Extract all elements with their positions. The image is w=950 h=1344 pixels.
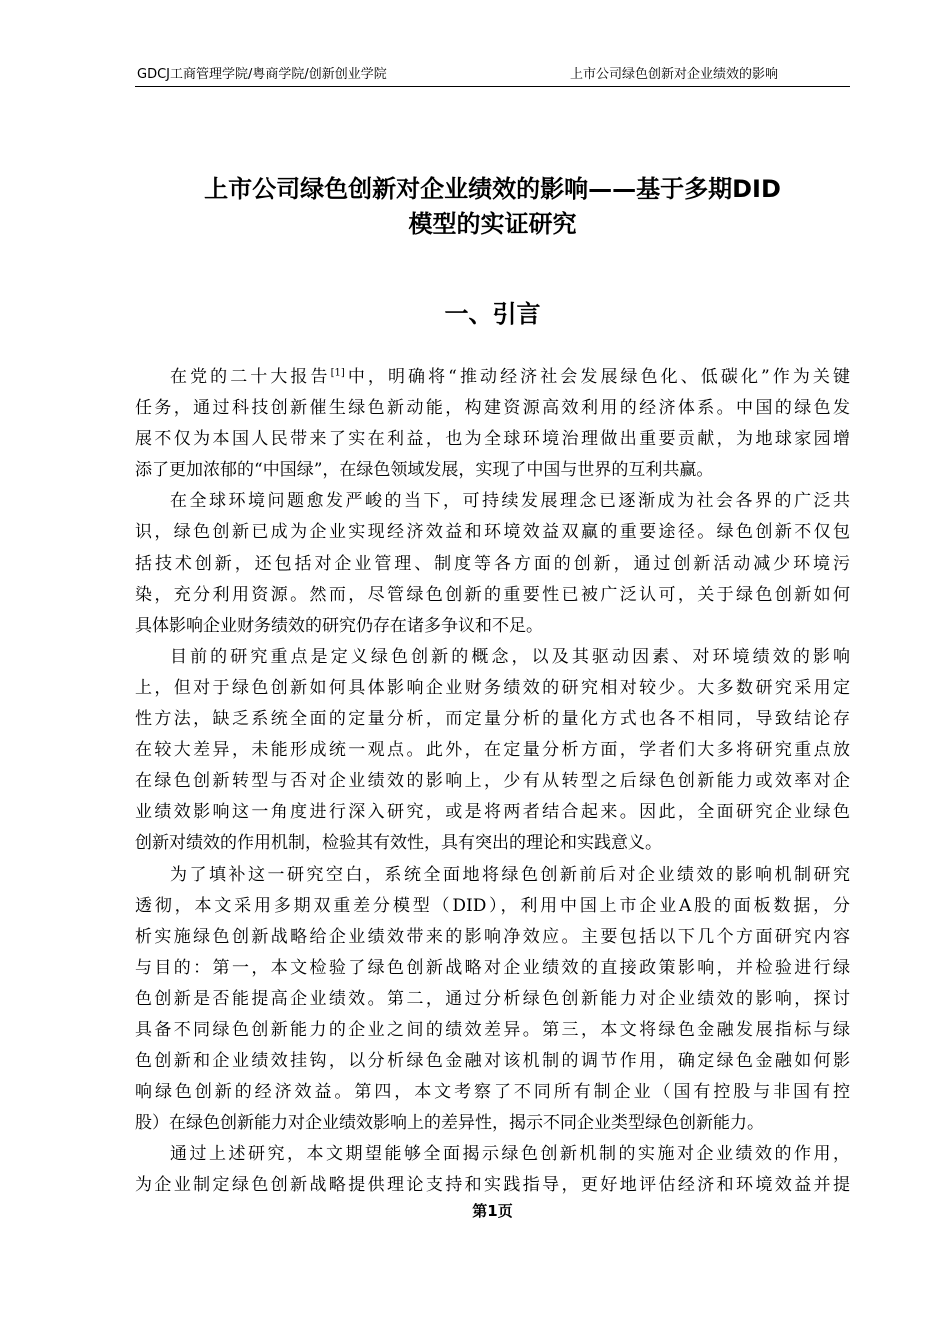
text-line: 在较大差异，未能形成统一观点。此外，在定量分析方面，学者们大多将研究重点放 xyxy=(135,740,850,761)
paragraph xyxy=(135,362,850,486)
section-heading: 一、引言 xyxy=(444,300,541,328)
text-line: 色创新是否能提高企业绩效。第二，通过分析绿色创新能力对企业绩效的影响，探讨 xyxy=(135,988,850,1009)
text-line: 析实施绿色创新战略给企业绩效带来的影响净效应。主要包括以下几个方面研究内容 xyxy=(135,926,850,947)
text-line: 与目的：第一，本文检验了绿色创新战略对企业绩效的直接政策影响，并检验进行绿 xyxy=(135,957,850,978)
header-left-text: GDCJ工商管理学院/粤商学院/创新创业学院 xyxy=(137,67,387,82)
text-line: 业绩效影响这一角度进行深入研究，或是将两者结合起来。因此，全面研究企业绿色 xyxy=(135,802,850,823)
text-line: 具备不同绿色创新能力的企业之间的绩效差异。第三，本文将绿色金融发展指标与绿 xyxy=(135,1019,850,1040)
text-line: 染，充分利用资源。然而，尽管绿色创新的重要性已被广泛认可，关于绿色创新如何 xyxy=(135,584,850,605)
text-line: 添了更加浓郁的“中国绿”，在绿色领域发展，实现了中国与世界的互利共赢。 xyxy=(135,460,714,481)
text-line: 在全球环境问题愈发严峻的当下，可持续发展理念已逐渐成为社会各界的广泛共 xyxy=(170,491,850,512)
text-line: 括技术创新，还包括对企业管理、制度等各方面的创新，通过创新活动减少环境污 xyxy=(135,553,850,574)
text-line: 创新对绩效的作用机制，检验其有效性，具有突出的理论和实践意义。 xyxy=(135,833,662,854)
text-line: 通过上述研究，本文期望能够全面揭示绿色创新机制的实施对企业绩效的作用， xyxy=(170,1144,850,1165)
text-line: 识，绿色创新已成为企业实现经济效益和环境效益双赢的重要途径。绿色创新不仅包 xyxy=(135,522,850,543)
paragraph xyxy=(135,486,850,641)
paragraph xyxy=(135,642,850,860)
paragraph xyxy=(135,860,850,1140)
citation-marker[interactable]: [1] xyxy=(330,367,345,379)
text-line: 性方法，缺乏系统全面的定量分析，而定量分析的量化方式也各不相同，导致结论存 xyxy=(135,709,850,730)
text-line: 响绿色创新的经济效益。第四，本文考察了不同所有制企业（国有控股与非国有控 xyxy=(135,1082,850,1103)
text-line: 为了填补这一研究空白，系统全面地将绿色创新前后对企业绩效的影响机制研究 xyxy=(170,864,850,885)
text-segment: 在党的二十大报告 xyxy=(170,367,331,387)
header-right-text: 上市公司绿色创新对企业绩效的影响 xyxy=(569,67,778,82)
text-segment: 中，明确将“推动经济社会发展绿色化、低碳化”作为关键 xyxy=(344,367,850,387)
text-line: 任务，通过科技创新催生绿色新动能，构建资源高效利用的经济体系。中国的绿色发 xyxy=(135,398,850,419)
text-line xyxy=(135,362,850,393)
paragraph xyxy=(135,1139,850,1201)
text-line: 为企业制定绿色创新战略提供理论支持和实践指导，更好地评估经济和环境效益并提 xyxy=(135,1175,850,1196)
text-line: 在绿色创新转型与否对企业绩效的影响上，少有从转型之后绿色创新能力或效率对企 xyxy=(135,771,850,792)
text-line: 色创新和企业绩效挂钩，以分析绿色金融对该机制的调节作用，确定绿色金融如何影 xyxy=(135,1051,850,1072)
page-number: 第1页 xyxy=(472,1202,513,1220)
text-line: 展不仅为本国人民带来了实在利益，也为全球环境治理做出重要贡献，为地球家园增 xyxy=(135,429,850,450)
title-line-1: 上市公司绿色创新对企业绩效的影响——基于多期DID xyxy=(204,175,781,203)
document-title xyxy=(135,172,850,242)
body-text xyxy=(135,362,850,1202)
text-line: 目前的研究重点是定义绿色创新的概念，以及其驱动因素、对环境绩效的影响 xyxy=(170,646,850,667)
text-line: 上，但对于绿色创新如何具体影响企业财务绩效的研究相对较少。大多数研究采用定 xyxy=(135,677,850,698)
text-line: 透彻，本文采用多期双重差分模型（DID），利用中国上市企业A股的面板数据，分 xyxy=(135,895,850,916)
page-header xyxy=(135,64,850,87)
title-line-2: 模型的实证研究 xyxy=(408,210,577,238)
text-line: 具体影响企业财务绩效的研究仍存在诸多争议和不足。 xyxy=(135,615,543,636)
text-line: 股）在绿色创新能力对企业绩效影响上的差异性，揭示不同企业类型绿色创新能力。 xyxy=(135,1113,764,1134)
